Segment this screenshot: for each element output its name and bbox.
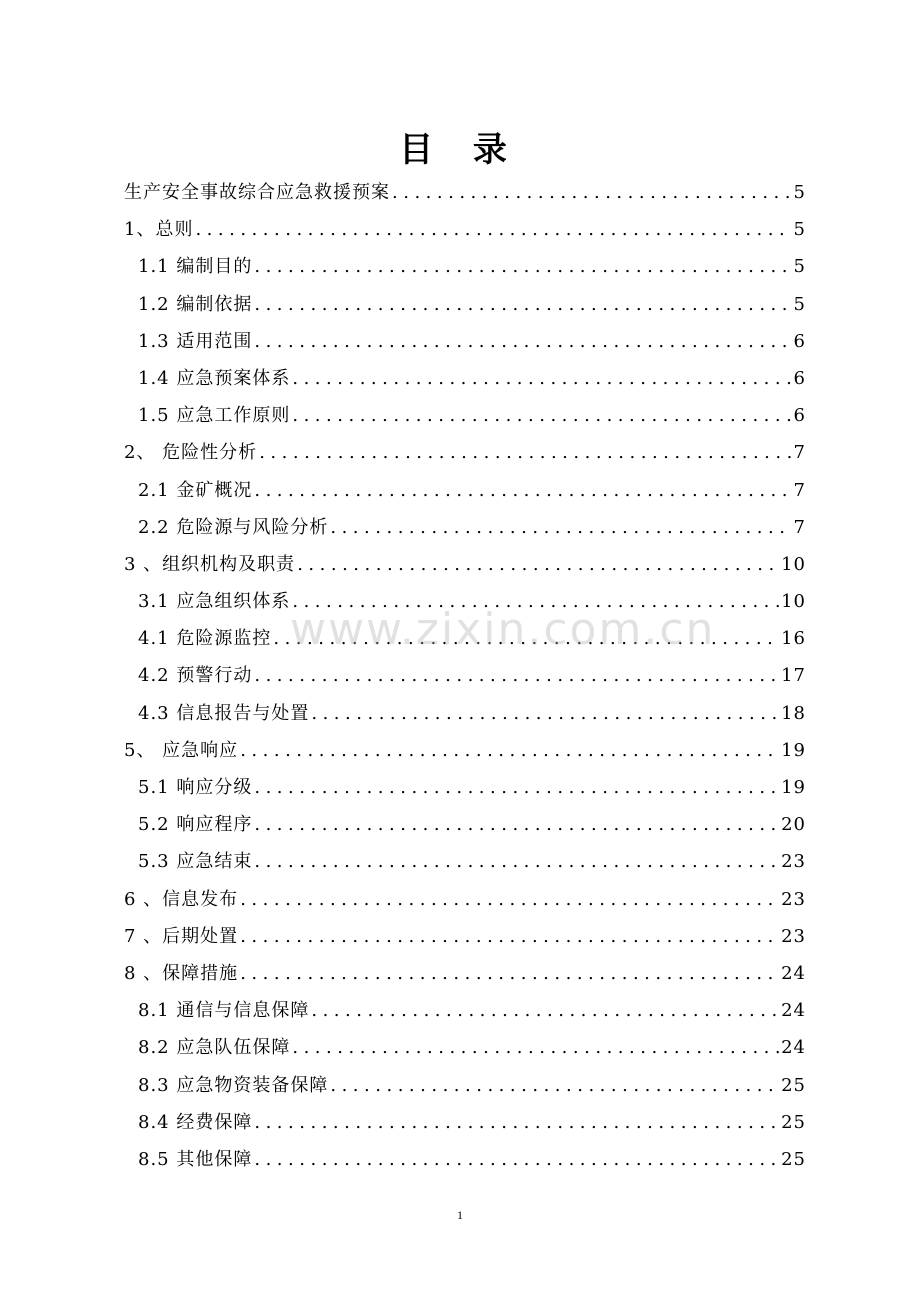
page-title: 目 录 [399,130,521,170]
toc-dot-leader [240,732,779,769]
toc-dot-leader [254,1141,779,1178]
toc-entry[interactable] [124,695,806,732]
toc-entry-page-number: 25 [781,1074,806,1096]
toc-entry-page-number: 6 [793,367,806,389]
toc-entry[interactable] [124,955,806,992]
toc-entry[interactable] [124,360,806,397]
toc-entry[interactable] [124,843,806,880]
toc-entry-label: 5.2 响应程序 [138,814,253,836]
toc-entry-page-number: 24 [781,1000,806,1022]
toc-entry-page-number: 16 [781,628,806,650]
toc-entry-page-number: 10 [781,553,806,575]
toc-entry-label: 5、 应急响应 [124,739,239,761]
toc-entry-page-number: 5 [793,182,806,203]
toc-entry-page-number: 10 [781,591,806,613]
toc-entry[interactable] [124,509,806,546]
toc-dot-leader [292,360,791,397]
toc-entry[interactable] [124,323,806,360]
toc-dot-leader [273,620,779,657]
toc-entry-label: 1.1 编制目的 [138,256,253,278]
toc-entry[interactable] [124,434,806,471]
toc-entry-page-number: 25 [781,1111,806,1133]
toc-entry[interactable] [124,732,806,769]
toc-dot-leader [292,1029,779,1066]
toc-entry-label: 8.1 通信与信息保障 [138,1000,310,1022]
toc-entry[interactable] [124,174,806,211]
toc-dot-leader [292,583,779,620]
toc-entry-page-number: 25 [781,1148,806,1170]
toc-entry-label: 5.1 响应分级 [138,777,253,798]
toc-dot-leader [254,248,791,285]
toc-entry[interactable] [124,546,806,583]
toc-dot-leader [311,992,779,1029]
toc-entry[interactable] [124,248,806,285]
toc-dot-leader [254,843,779,880]
toc-entry-page-number: 6 [793,330,806,352]
toc-entry[interactable] [124,769,806,806]
toc-entry-page-number: 5 [793,256,806,278]
toc-entry-label: 8.3 应急物资装备保障 [138,1074,329,1096]
toc-entry-page-number: 20 [781,814,806,836]
toc-entry-label: 4.3 信息报告与处置 [138,702,310,724]
toc-entry-label: 5.3 应急结束 [138,851,253,873]
toc-entry[interactable] [124,881,806,918]
toc-entry[interactable] [124,1141,806,1178]
toc-entry-label: 8.2 应急队伍保障 [138,1037,291,1059]
toc-entry[interactable] [124,1104,806,1141]
toc-dot-leader [292,397,791,434]
toc-dot-leader [240,881,779,918]
toc-entry-label: 4.1 危险源监控 [138,628,272,650]
page-number: 1 [457,1208,463,1222]
toc-dot-leader [259,434,791,471]
toc-entry-label: 生产安全事故综合应急救援预案 [124,182,390,203]
toc-entry-page-number: 24 [781,962,806,984]
toc-entry-page-number: 17 [781,665,806,687]
toc-dot-leader [330,1067,779,1104]
toc-entry-label: 8 、保障措施 [124,962,239,984]
toc-entry-page-number: 23 [781,888,806,910]
toc-entry-page-number: 19 [781,739,806,761]
toc-entry[interactable] [124,1029,806,1066]
toc-entry[interactable] [124,992,806,1029]
toc-entry[interactable] [124,211,806,248]
toc-entry-label: 2、 危险性分析 [124,442,258,464]
toc-entry-page-number: 7 [793,479,806,501]
toc-entry-page-number: 7 [793,516,806,538]
toc-entry-page-number: 7 [793,442,806,464]
toc-entry-label: 1.2 编制依据 [138,293,253,315]
toc-dot-leader [254,286,791,323]
toc-dot-leader [254,769,779,806]
toc-entry-label: 2.2 危险源与风险分析 [138,516,329,538]
toc-entry-label: 4.2 预警行动 [138,665,253,687]
toc-entry[interactable] [124,806,806,843]
toc-entry-label: 3 、组织机构及职责 [124,553,296,575]
toc-dot-leader [254,323,791,360]
toc-entry[interactable] [124,397,806,434]
toc-entry[interactable] [124,583,806,620]
toc-entry-page-number: 18 [781,702,806,724]
toc-entry[interactable] [124,620,806,657]
watermark: www.zixin.com.cn [290,604,716,655]
toc-entry-label: 8.5 其他保障 [138,1148,253,1170]
toc-entry-label: 6 、信息发布 [124,888,239,910]
toc-dot-leader [254,657,779,694]
toc-entry-label: 2.1 金矿概况 [138,479,253,501]
toc-entry-page-number: 5 [793,219,806,241]
toc-dot-leader [240,918,779,955]
toc-entry-label: 7 、后期处置 [124,925,239,947]
toc-entry-page-number: 23 [781,925,806,947]
toc-entry[interactable] [124,657,806,694]
toc-entry[interactable] [124,472,806,509]
table-of-contents [124,174,806,1178]
toc-entry-label: 1、总则 [124,219,194,241]
toc-dot-leader [254,472,791,509]
toc-entry-label: 3.1 应急组织体系 [138,591,291,613]
toc-entry-page-number: 24 [781,1037,806,1059]
toc-entry-page-number: 19 [781,777,806,798]
toc-dot-leader [240,955,779,992]
toc-dot-leader [254,1104,779,1141]
toc-entry-page-number: 6 [793,405,806,427]
toc-dot-leader [392,174,792,211]
toc-entry-label: 1.4 应急预案体系 [138,367,291,389]
toc-dot-leader [311,695,779,732]
toc-entry[interactable] [124,918,806,955]
toc-entry-page-number: 5 [793,293,806,315]
toc-dot-leader [195,211,791,248]
toc-dot-leader [254,806,779,843]
toc-dot-leader [297,546,779,583]
toc-entry[interactable] [124,286,806,323]
toc-entry-page-number: 23 [781,851,806,873]
toc-entry-label: 1.3 适用范围 [138,330,253,352]
toc-entry-label: 8.4 经费保障 [138,1111,253,1133]
toc-entry[interactable] [124,1067,806,1104]
toc-entry-label: 1.5 应急工作原则 [138,405,291,427]
toc-dot-leader [330,509,791,546]
